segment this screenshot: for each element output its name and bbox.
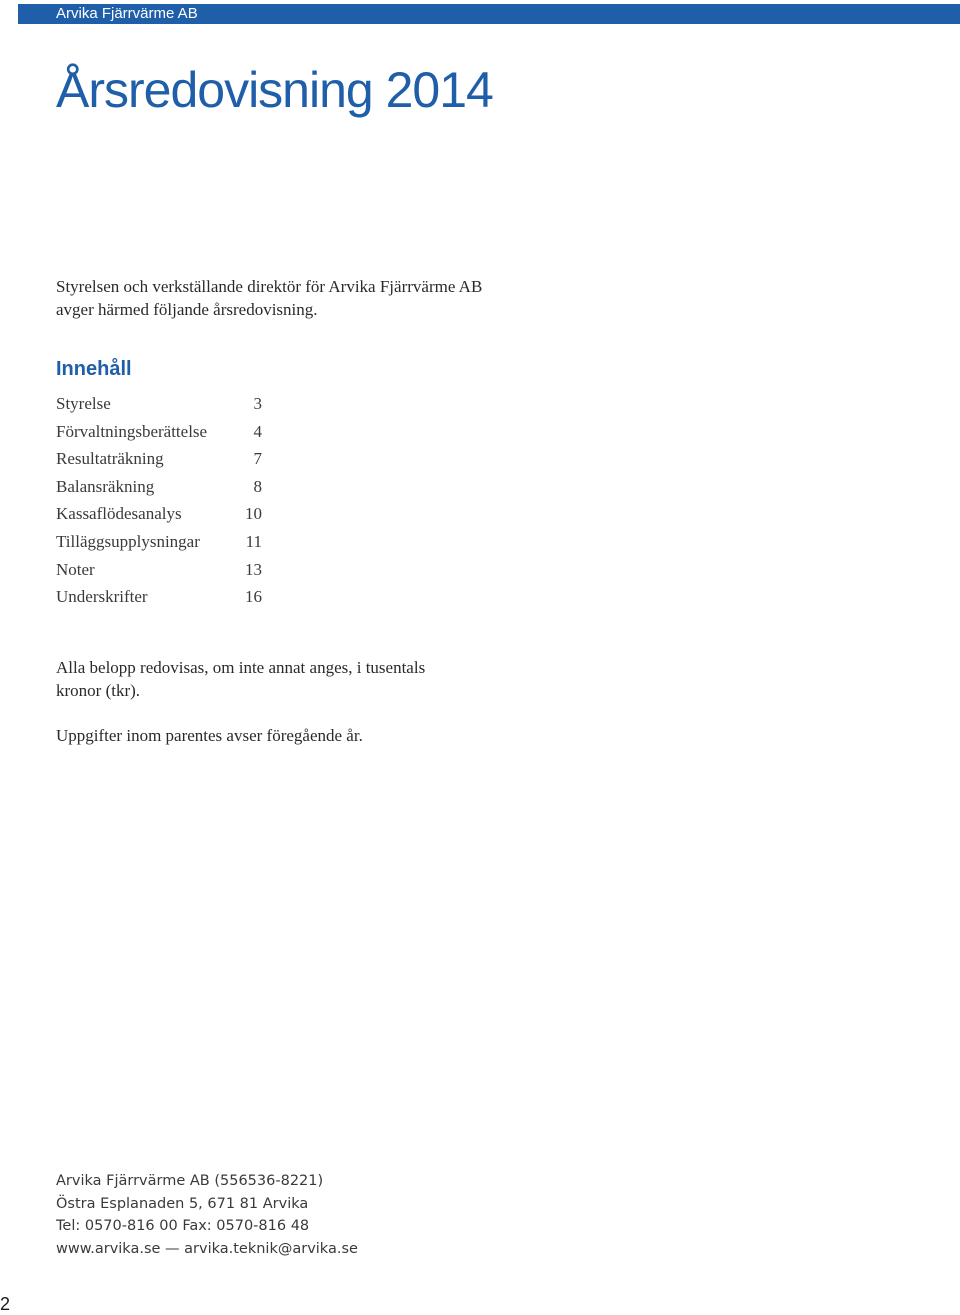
previous-year-note-line: Uppgifter inom parentes avser föregående år. [56, 726, 363, 745]
toc-item-page: 7 [253, 449, 262, 469]
toc-item-resultatrakning [56, 445, 262, 473]
toc-item-page: 16 [245, 587, 262, 607]
toc-item-page: 13 [245, 559, 262, 579]
toc-item-label: Underskrifter [56, 587, 148, 607]
toc-item-page: 8 [253, 476, 262, 496]
header-company-name: Arvika Fjärrvärme AB [56, 5, 198, 22]
toc-item-page: 4 [253, 421, 262, 441]
page-number: 2 [0, 1294, 11, 1314]
toc-item-noter [56, 556, 262, 584]
toc-item-page: 11 [245, 531, 262, 551]
amounts-note-line: Alla belopp redovisas, om inte annat anges, i tusentals [56, 658, 426, 677]
document-title: Årsredovisning 2014 [56, 62, 493, 118]
toc-item-styrelse [56, 390, 262, 418]
footer-phone-line: Tel: 0570-816 00 Fax: 0570-816 48 [56, 1218, 310, 1234]
toc-item-page: 3 [253, 394, 262, 413]
intro-line: Styrelsen och verkställande direktör för Arvika Fjärrvärme AB [56, 277, 483, 296]
toc-item-underskrifter [56, 583, 262, 611]
toc-item-balansrakning [56, 473, 262, 501]
previous-year-note [56, 724, 363, 747]
table-of-contents [56, 390, 262, 611]
toc-item-tillaggsupplysningar [56, 528, 262, 556]
toc-item-label: Kassaflödesanalys [56, 504, 182, 524]
company-contact-info [56, 1170, 358, 1260]
toc-item-label: Tilläggsupplysningar [56, 531, 200, 551]
toc-item-label: Förvaltningsberättelse [56, 421, 208, 441]
footer-company-line: Arvika Fjärrvärme AB (556536-8221) [56, 1173, 324, 1189]
toc-item-label: Styrelse [56, 394, 111, 413]
toc-item-kassaflodesanalys [56, 500, 262, 528]
intro-line: avger härmed följande årsredovisning. [56, 300, 318, 319]
amounts-note-line: kronor (tkr). [56, 681, 141, 700]
intro-paragraph [56, 275, 482, 321]
toc-heading: Innehåll [56, 358, 132, 380]
amounts-note [56, 656, 425, 702]
header-bar [18, 4, 960, 24]
toc-item-label: Resultaträkning [56, 449, 164, 469]
toc-item-label: Noter [56, 559, 95, 579]
toc-item-forvaltningsberattelse [56, 418, 262, 446]
toc-item-page: 10 [245, 504, 262, 524]
footer-address-line: Östra Esplanaden 5, 671 81 Arvika [56, 1195, 309, 1212]
footer-web-line: www.arvika.se — arvika.teknik@arvika.se [56, 1240, 358, 1257]
toc-item-label: Balansräkning [56, 476, 155, 496]
